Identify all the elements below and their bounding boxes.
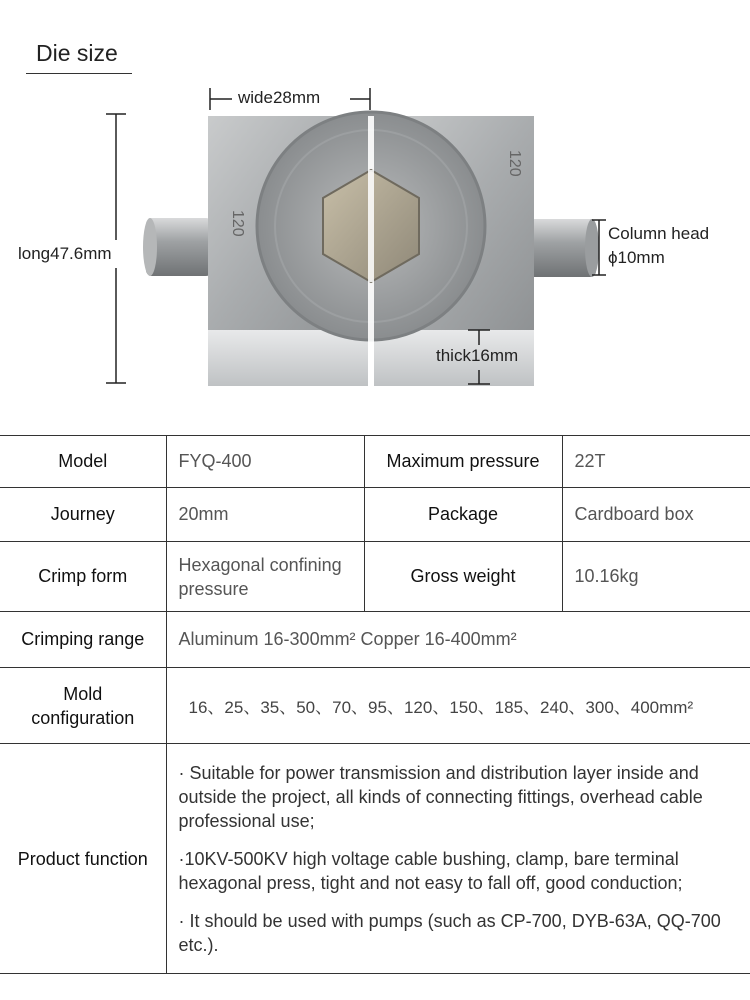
table-row	[0, 612, 750, 668]
section-title: Die size	[36, 40, 118, 66]
spec-key-product-function: Product function	[0, 744, 166, 974]
spec-value-journey: 20mm	[166, 488, 364, 542]
spec-value-mold-configuration: 16、25、35、50、70、95、120、150、185、240、300、400mm²	[166, 668, 750, 744]
die-marking-right: 120	[506, 150, 523, 177]
table-row	[0, 542, 750, 612]
spec-key-crimp-form: Crimp form	[0, 542, 166, 612]
function-item: ·10KV-500KV high voltage cable bushing, clamp, bare terminal hexagonal press, tight and not easy to fall off, good conduction;	[178, 848, 683, 893]
function-item: · Suitable for power transmission and distribution layer inside and outside the project, all kinds of connecting fittings, overhead cable professional use;	[178, 762, 703, 831]
width-dimension-label: wide28mm	[238, 88, 321, 107]
length-dimension-label: long47.6mm	[18, 244, 112, 263]
spec-key-journey: Journey	[0, 488, 166, 542]
spec-value-crimping-range: Aluminum 16-300mm² Copper 16-400mm²	[166, 612, 750, 668]
spec-table	[0, 435, 750, 974]
spec-key-gross-weight: Gross weight	[364, 542, 562, 612]
table-row	[0, 488, 750, 542]
column-head-label: Column head	[608, 224, 710, 243]
die-marking-left: 120	[229, 210, 246, 237]
left-pin	[143, 218, 212, 276]
title-underline	[26, 73, 132, 74]
column-head-diameter-label: ϕ10mm	[608, 248, 665, 267]
table-row	[0, 744, 750, 974]
spec-value-product-function	[166, 744, 750, 974]
spec-key-model: Model	[0, 436, 166, 488]
spec-value-max-pressure: 22T	[562, 436, 750, 488]
spec-value-package: Cardboard box	[562, 488, 750, 542]
right-pin	[528, 219, 599, 277]
spec-key-crimping-range: Crimping range	[0, 612, 166, 668]
spec-value-gross-weight: 10.16kg	[562, 542, 750, 612]
spec-key-max-pressure: Maximum pressure	[364, 436, 562, 488]
die-product-photo	[0, 80, 750, 410]
table-row	[0, 436, 750, 488]
spec-key-mold-configuration: Mold configuration	[0, 668, 166, 744]
spec-value-model: FYQ-400	[166, 436, 364, 488]
spec-value-crimp-form: Hexagonal confining pressure	[166, 542, 364, 612]
function-item: · It should be used with pumps (such as CP-700, DYB-63A, QQ-700 etc.).	[178, 910, 721, 955]
spec-key-package: Package	[364, 488, 562, 542]
table-row	[0, 668, 750, 744]
thickness-dimension-label: thick16mm	[436, 346, 519, 365]
